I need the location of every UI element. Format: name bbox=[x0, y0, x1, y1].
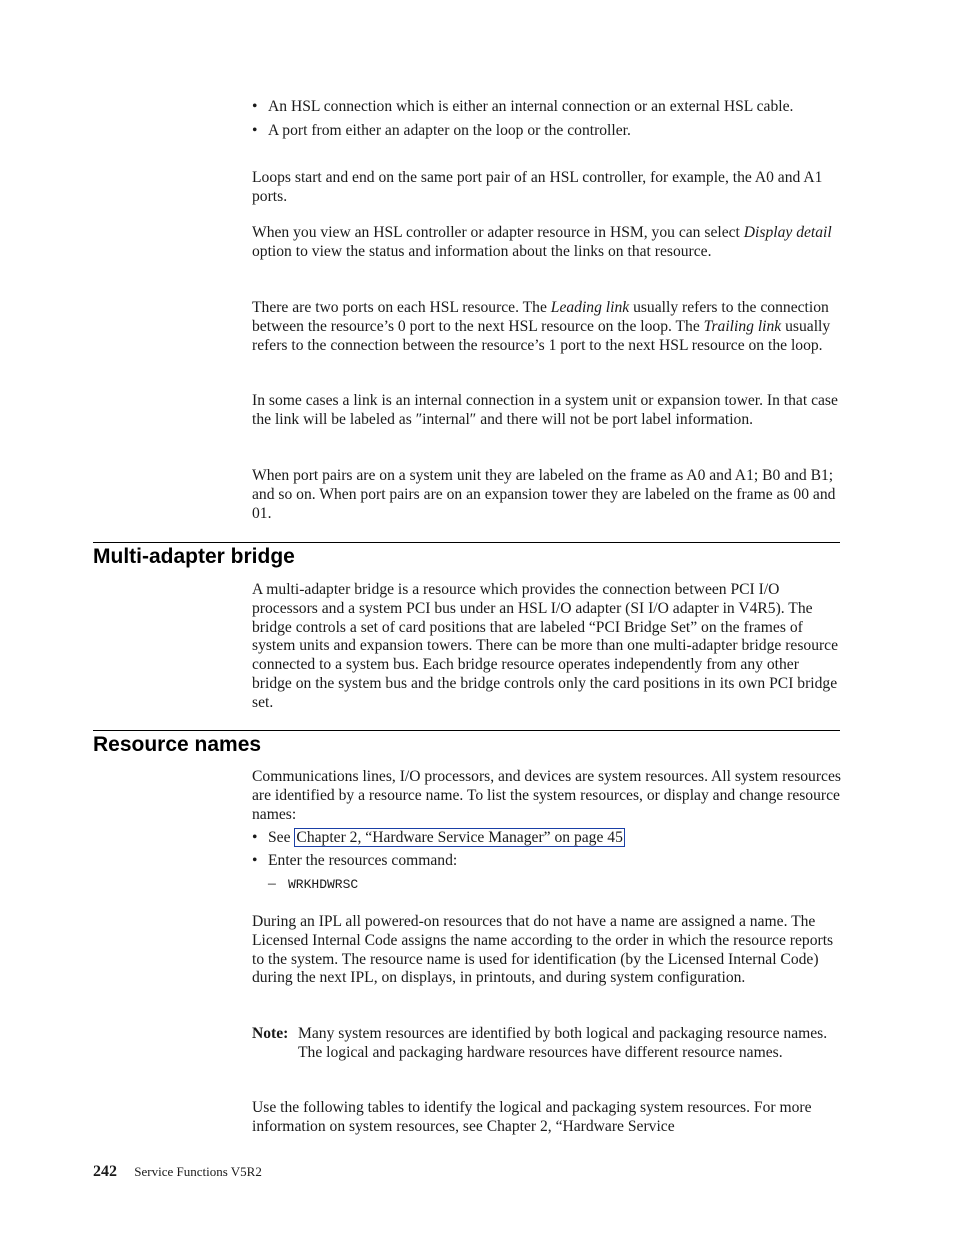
resource-bullet-list bbox=[252, 829, 842, 894]
list-item-text: A port from either an adapter on the loop or the controller. bbox=[268, 121, 631, 139]
chapter-2-link[interactable]: Chapter 2, “Hardware Service Manager” on page 45 bbox=[296, 829, 623, 846]
list-item bbox=[252, 98, 842, 117]
note-block bbox=[252, 1025, 842, 1063]
paragraph-resource-intro: Communications lines, I/O processors, and devices are system resources. All system resources are identified by a resource name. To list the system resources, or display and change resource names: bbox=[252, 768, 841, 823]
list-item bbox=[252, 122, 842, 141]
bullet-icon: • bbox=[252, 829, 258, 846]
book-title: Service Functions V5R2 bbox=[134, 1164, 262, 1179]
list-item bbox=[252, 852, 842, 871]
paragraph-ipl: During an IPL all powered-on resources that do not have a name are assigned a name. The Licensed Internal Code assigns the name according to the order in which the resource reports to the system. The resource name is used for identification (by the Licensed Internal Code) during the next IPL, on displays, in printouts, and during system configuration. bbox=[252, 913, 834, 987]
term-leading-link: Leading link bbox=[550, 299, 630, 316]
list-item-text: An HSL connection which is either an internal connection or an external HSL cable. bbox=[268, 98, 794, 115]
command-text: WRKHDWRSC bbox=[288, 876, 359, 892]
term-trailing-link: Trailing link bbox=[703, 317, 782, 335]
section-heading-resource-names: Resource names bbox=[93, 733, 262, 756]
intro-bullet-list bbox=[252, 98, 842, 141]
note-label: Note: bbox=[252, 1025, 289, 1042]
dash-icon: – bbox=[268, 874, 276, 892]
paragraph-loops: Loops start and end on the same port pair of an HSL controller, for example, the A0 and A1 ports. bbox=[252, 169, 823, 205]
term-display-detail: Display detail bbox=[743, 224, 832, 241]
bullet-icon: • bbox=[252, 121, 258, 139]
paragraph-internal: In some cases a link is an internal connection in a system unit or expansion tower. In that case the link will be labeled as ″internal″ and there will not be port label information. bbox=[252, 392, 838, 428]
paragraph-tables: Use the following tables to identify the logical and packaging system resources. For more information on system resources, see Chapter 2, “Hardware Service bbox=[252, 1099, 812, 1135]
bullet-icon: • bbox=[252, 851, 258, 869]
section-heading-bridge: Multi-adapter bridge bbox=[93, 545, 295, 568]
section-divider bbox=[93, 542, 840, 543]
page-number: 242 bbox=[93, 1163, 117, 1180]
page-footer bbox=[93, 1163, 262, 1182]
list-item-text: Enter the resources command: bbox=[268, 851, 458, 869]
note-text: Many system resources are identified by both logical and packaging resource names. The logical and packaging hardware resources have different resource names. bbox=[298, 1025, 828, 1061]
paragraph-display-detail: When you view an HSL controller or adapter resource in HSM, you can select Display detail option to view the status and information about the links on that resource. bbox=[252, 224, 832, 260]
paragraph-bridge: A multi-adapter bridge is a resource which provides the connection between PCI I/O processors and a system PCI bus under an HSL I/O adapter (SI I/O adapter in V4R5). The bridge controls a set of card positions that are labeled “PCI Bridge Set” on the frames of system units and expansion towers. There can be more than one multi-adapter bridge resource connected to a system bus. Each bridge resource operates independently from any other bridge on the system bus and the bridge controls only the card positions in its own PCI bridge set. bbox=[252, 581, 839, 711]
paragraph-port-pairs: When port pairs are on a system unit they are labeled on the frame as A0 and A1; B0 and B1; and so on. When port pairs are on an expansion tower they are labeled on the frame as 00 and 01. bbox=[252, 467, 836, 522]
bullet-icon: • bbox=[252, 98, 258, 115]
paragraph-ports: There are two ports on each HSL resource. The Leading link usually refers to the connection between the resource’s 0 port to the next HSL resource on the loop. The Trailing link usually refers to the connection between the resource’s 1 port to the next HSL resource on the loop. bbox=[252, 299, 831, 354]
section-divider bbox=[93, 730, 840, 731]
list-item: • See Chapter 2, “Hardware Service Manager” on page 45 bbox=[252, 829, 623, 846]
command-item bbox=[252, 875, 842, 895]
